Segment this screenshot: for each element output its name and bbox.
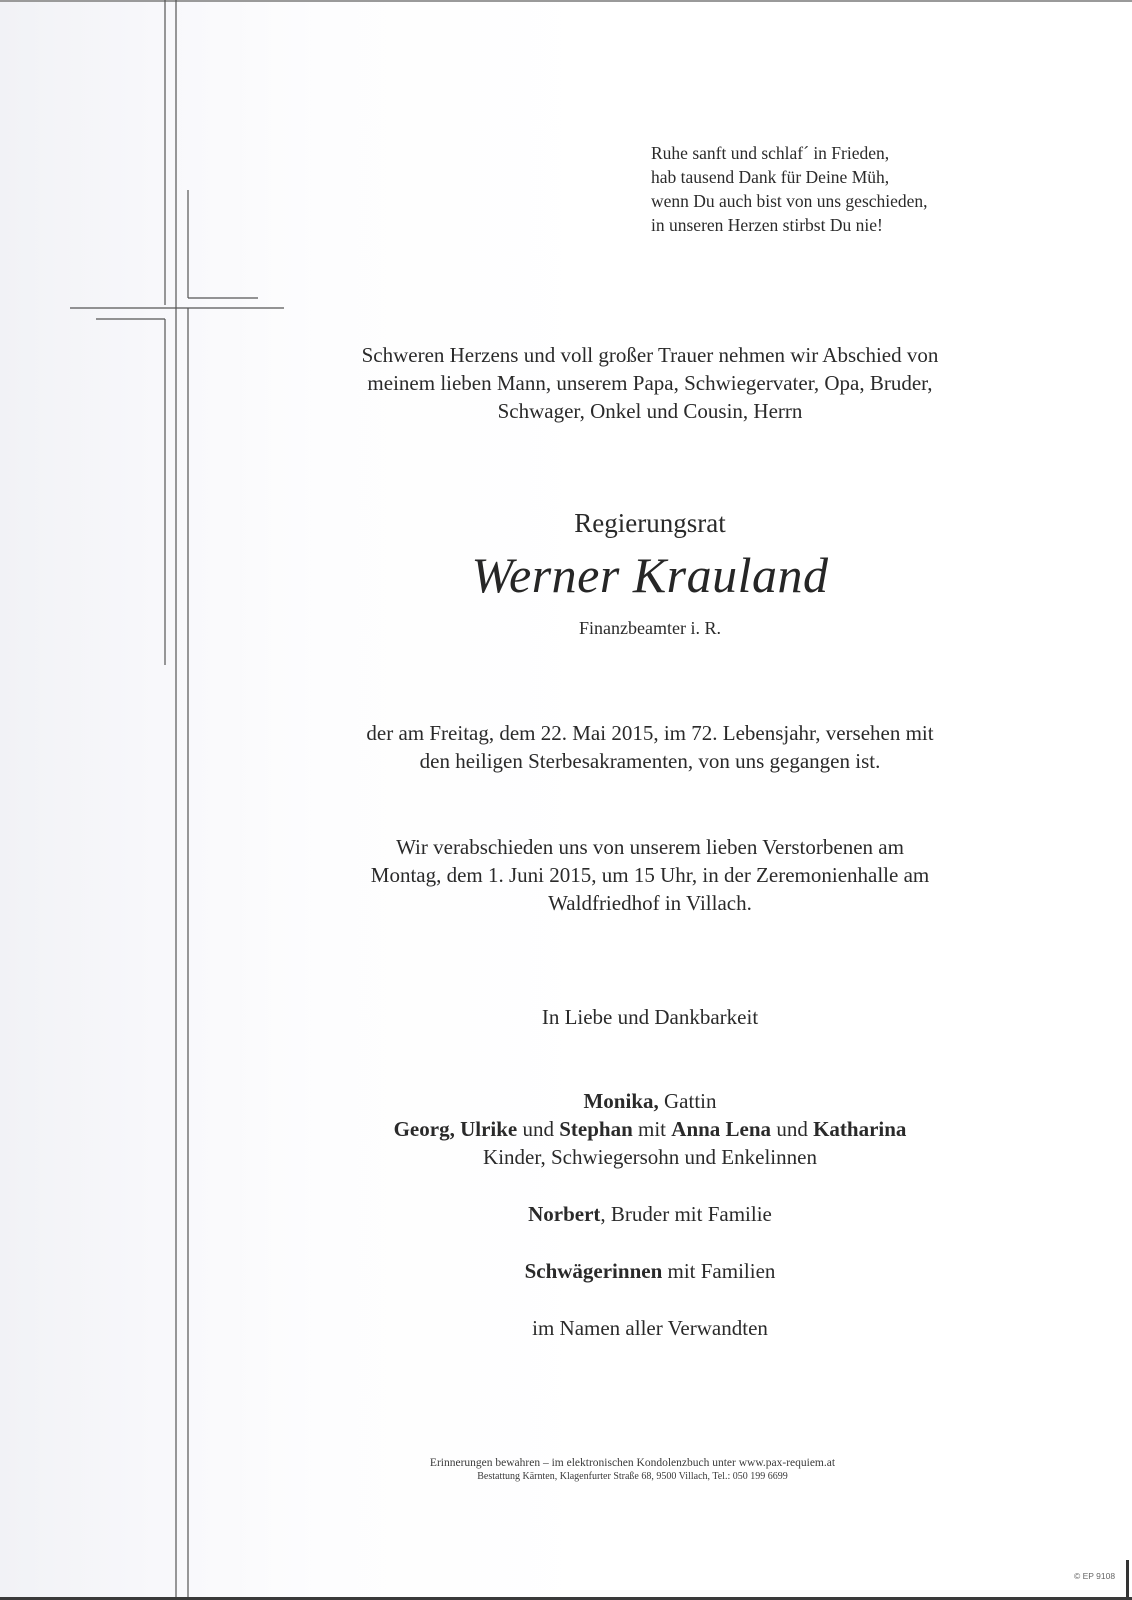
family-list <box>240 1087 1060 1342</box>
footer-condolence-line: Erinnerungen bewahren – im elektronischen Kondolenzbuch unter www.pax-requiem.at <box>429 1457 836 1469</box>
child-name: Georg, <box>393 1117 455 1141</box>
sisters-line <box>240 1257 1060 1285</box>
intro-line: Schweren Herzens und voll großer Trauer nehmen wir Abschied von <box>361 343 939 367</box>
farewell-paragraph <box>240 833 1060 917</box>
child-name: Stephan <box>559 1117 633 1141</box>
children-role: Kinder, Schwiegersohn und Enkelinnen <box>483 1145 817 1169</box>
children-line <box>240 1115 1060 1143</box>
farewell-line: Waldfriedhof in Villach. <box>548 891 752 915</box>
sisters-name: Schwägerinnen <box>524 1259 663 1283</box>
grandchild-name: Anna Lena <box>671 1117 772 1141</box>
farewell-line: Montag, dem 1. Juni 2015, um 15 Uhr, in der Zeremonienhalle am <box>370 863 930 887</box>
conjunction: und <box>776 1117 808 1141</box>
grandchild-name: Katharina <box>813 1117 907 1141</box>
passing-line: den heiligen Sterbesakramenten, von uns gegangen ist. <box>419 749 881 773</box>
passing-line: der am Freitag, dem 22. Mai 2015, im 72. Lebensjahr, versehen mit <box>366 721 934 745</box>
closing-line: In Liebe und Dankbarkeit <box>541 1005 759 1029</box>
sisters-role: mit Familien <box>667 1259 776 1283</box>
conjunction: mit <box>638 1117 667 1141</box>
print-code: © EP 9108 <box>1074 1571 1116 1581</box>
poem-line: hab tausend Dank für Deine Müh, <box>651 167 890 187</box>
intro-paragraph <box>240 341 1060 425</box>
relatives-line: im Namen aller Verwandten <box>532 1316 768 1340</box>
poem-line: Ruhe sanft und schlaf´ in Frieden, <box>651 143 890 163</box>
farewell-line: Wir verabschieden uns von unserem lieben Verstorbenen am <box>396 835 904 859</box>
conjunction: und <box>522 1117 554 1141</box>
cross-icon <box>0 0 300 1600</box>
brother-name: Norbert <box>528 1202 601 1226</box>
wife-role: Gattin <box>664 1089 717 1113</box>
wife-line <box>240 1087 1060 1115</box>
passing-paragraph <box>240 719 1060 775</box>
deceased-name: Werner Krauland <box>471 547 829 603</box>
deceased-rank: Regierungsrat <box>574 508 726 538</box>
child-name: Ulrike <box>460 1117 518 1141</box>
poem-line: wenn Du auch bist von uns geschieden, <box>651 191 928 211</box>
intro-line: meinem lieben Mann, unserem Papa, Schwiegervater, Opa, Bruder, <box>367 371 933 395</box>
footer-address-line: Bestattung Kärnten, Klagenfurter Straße 68, 9500 Villach, Tel.: 050 199 6699 <box>477 1471 788 1482</box>
edge-mark <box>1126 1560 1129 1600</box>
poem-verse <box>651 141 1031 237</box>
footer <box>300 1456 965 1484</box>
poem-line: in unseren Herzen stirbst Du nie! <box>651 215 883 235</box>
brother-role: , Bruder mit Familie <box>600 1202 772 1226</box>
brother-line <box>240 1200 1060 1228</box>
intro-line: Schwager, Onkel und Cousin, Herrn <box>497 399 803 423</box>
wife-name: Monika, <box>583 1089 659 1113</box>
deceased-profession: Finanzbeamter i. R. <box>579 618 721 638</box>
